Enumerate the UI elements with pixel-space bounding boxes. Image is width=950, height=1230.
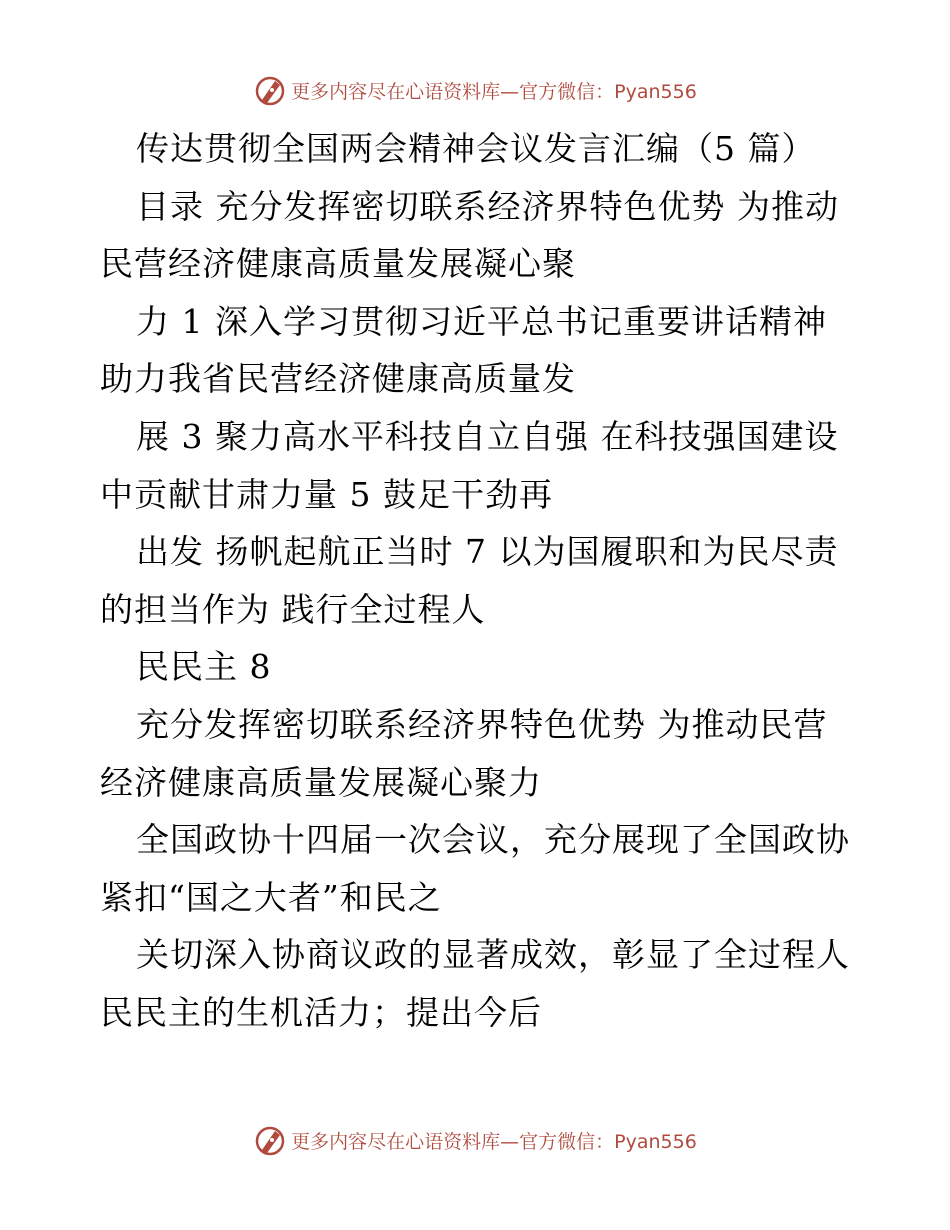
text-line: 全国政协十四届一次会议，充分展现了全国政协	[136, 820, 850, 860]
watermark-text: 更多内容尽在心语资料库—官方微信：Pyan556	[291, 1130, 697, 1153]
text-line: 民民主 8	[136, 647, 272, 687]
text-line: 的担当作为 践行全过程人	[100, 589, 486, 629]
document-body	[100, 120, 860, 1042]
pen-nib-logo-icon	[253, 1123, 287, 1157]
text-line: 出发 扬帆起航正当时 7 以为国履职和为民尽责	[136, 532, 839, 572]
text-line: 助力我省民营经济健康高质量发	[100, 359, 576, 399]
pen-nib-logo-icon	[253, 73, 287, 107]
text-line: 关切深入协商议政的显著成效，彰显了全过程人	[136, 935, 850, 975]
text-line: 展 3 聚力高水平科技自立自强 在科技强国建设	[136, 416, 839, 456]
text-line: 民民主的生机活力；提出今后	[100, 992, 542, 1032]
section-heading: 充分发挥密切联系经济界特色优势 为推动民营	[136, 704, 828, 744]
header-watermark	[0, 70, 950, 110]
text-line: 中贡献甘肃力量 5 鼓足干劲再	[100, 474, 553, 514]
footer-watermark	[0, 1120, 950, 1160]
document-title: 传达贯彻全国两会精神会议发言汇编（5 篇）	[136, 129, 816, 168]
text-line: 目录 充分发挥密切联系经济界特色优势 为推动	[136, 186, 839, 226]
text-line: 紧扣“国之大者”和民之	[100, 877, 442, 917]
text-line: 力 1 深入学习贯彻习近平总书记重要讲话精神	[136, 301, 827, 341]
text-line: 民营经济健康高质量发展凝心聚	[100, 244, 576, 284]
section-heading: 经济健康高质量发展凝心聚力	[100, 762, 542, 802]
watermark-text: 更多内容尽在心语资料库—官方微信：Pyan556	[291, 80, 697, 103]
